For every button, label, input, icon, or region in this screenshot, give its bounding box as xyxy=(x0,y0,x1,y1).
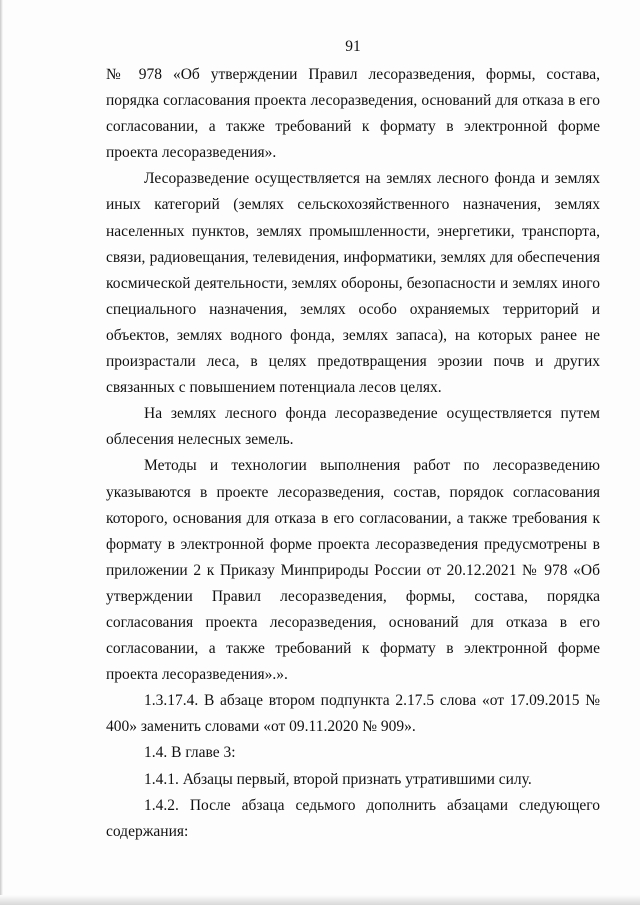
scan-left-edge xyxy=(0,0,3,905)
paragraph-1-4-1: 1.4.1. Абзацы первый, второй признать утратившими силу. xyxy=(144,770,532,788)
scan-bottom-edge xyxy=(0,895,640,905)
paragraph-methods-technologies: Методы и технологии выполнения работ по лесоразведению указываются в проекте лесоразведения, состав, порядок согласования которого, основания для отказа в его согласовании, а также требования к формату в электронной форме проекта лесоразведения предусмотрены в приложении 2 к Приказу Минприроды России от 20.12.2021 № 978 «Об утверждении Правил лесоразведения, формы, состава, порядка согласования проекта лесоразведения, оснований для отказа в его согласовании, а также требований к формату в электронной форме проекта лесоразведения».». xyxy=(106,457,600,684)
paragraph-1-4: 1.4. В главе 3: xyxy=(144,744,236,762)
paragraph-1-4-2: 1.4.2. После абзаца седьмого дополнить абзацами следующего содержания: xyxy=(106,796,600,840)
paragraph-1-3-17-4: 1.3.17.4. В абзаце втором подпункта 2.17.5 слова «от 17.09.2015 № 400» заменить словами «от 09.11.2020 № 909». xyxy=(106,692,600,736)
paragraph-continuation: № 978 «Об утверждении Правил лесоразведения, формы, состава, порядка согласования проекта лесоразведения, оснований для отказа в его согласовании, а также требований к формату в электронной форме проекта лесоразведения». xyxy=(106,66,600,162)
paragraph-forest-fund-lands: На землях лесного фонда лесоразведение осуществляется путем облесения нелесных земель. xyxy=(106,405,600,449)
document-body xyxy=(106,62,600,845)
paragraph-afforestation-lands: Лесоразведение осуществляется на землях лесного фонда и землях иных категорий (землях сельскохозяйственного назначения, землях населенных пунктов, землях промышленности, энергетики, транспорта, связи, радиовещания, телевидения, информатики, землях для обеспечения космической деятельности, землях обороны, безопасности и землях иного специального назначения, землях особо охраняемых территорий и объектов, землях водного фонда, землях запаса), на которых ранее не произрастали леса, в целях предотвращения эрозии почв и других связанных с повышением потенциала лесов целях. xyxy=(106,170,600,397)
page-number: 91 xyxy=(345,38,361,55)
